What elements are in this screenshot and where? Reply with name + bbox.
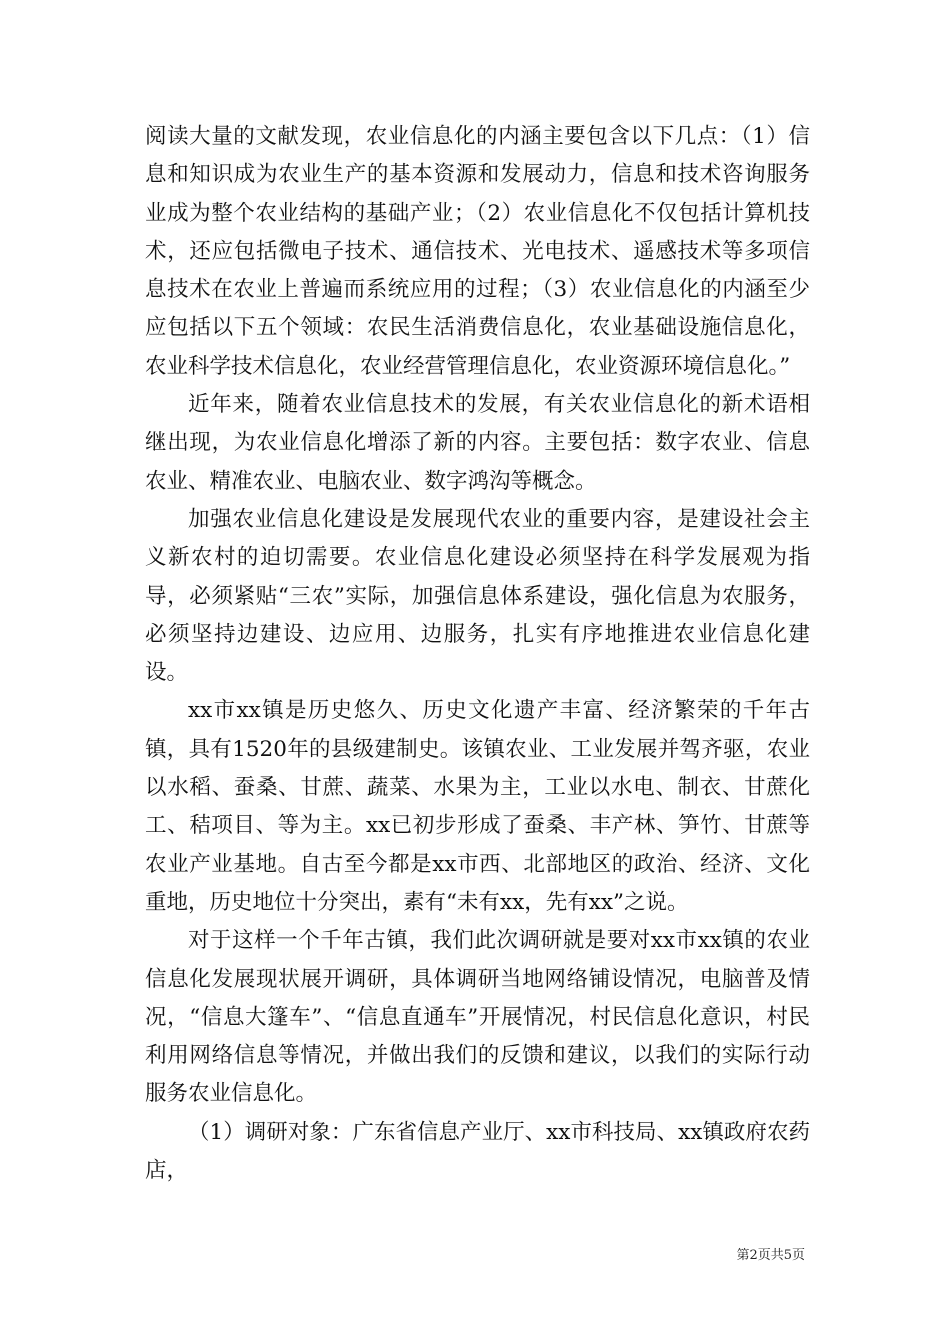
paragraph-strengthen-construction: 加强农业信息化建设是发展现代农业的重要内容，是建设社会主义新农村的迫切需要。农业信息化建设必须坚持在科学发展观为指导，必须紧贴“三农”实际，加强信息体系建设，强化信息为农服务，必须坚持边建设、边应用、边服务，扎实有序地推进农业信息化建设。	[145, 506, 810, 686]
paragraph-informatization-connotation: 阅读大量的文献发现，农业信息化的内涵主要包含以下几点：（1）信息和知识成为农业生产的基本资源和发展动力，信息和技术咨询服务业成为整个农业结构的基础产业；（2）农业信息化不仅包括计算机技术，还应包括微电子技术、通信技术、光电技术、遥感技术等多项信息技术在农业上普遍而系统应用的过程；（3）农业信息化的内涵至少应包括以下五个领域：农民生活消费信息化，农业基础设施信息化，农业科学技术信息化，农业经营管理信息化，农业资源环境信息化。”	[145, 124, 810, 379]
paragraph-research-subjects: （1）调研对象：广东省信息产业厅、xx市科技局、xx镇政府农药店，	[145, 1119, 810, 1184]
paragraph-town-background: xx市xx镇是历史悠久、历史文化遗产丰富、经济繁荣的千年古镇，具有1520年的县级建制史。该镇农业、工业发展并驾齐驱，农业以水稻、蚕桑、甘蔗、蔬菜、水果为主，工业以水电、制衣、甘蔗化工、秸项目、等为主。xx已初步形成了蚕桑、丰产林、笋竹、甘蔗等农业产业基地。自古至今都是xx市西、北部地区的政治、经济、文化重地，历史地位十分突出，素有“未有xx，先有xx”之说。	[145, 698, 810, 915]
paragraph-research-purpose: 对于这样一个千年古镇，我们此次调研就是要对xx市xx镇的农业信息化发展现状展开调研，具体调研当地网络铺设情况，电脑普及情况，“信息大篷车”、“信息直通车”开展情况，村民信息化意识，村民利用网络信息等情况，并做出我们的反馈和建议，以我们的实际行动服务农业信息化。	[145, 928, 810, 1107]
document-body	[145, 118, 810, 1190]
page-number-footer: 第2页共5页	[736, 1248, 805, 1263]
paragraph-new-terms: 近年来，随着农业信息技术的发展，有关农业信息化的新术语相继出现，为农业信息化增添了新的内容。主要包括：数字农业、信息农业、精准农业、电脑农业、数字鸿沟等概念。	[145, 392, 810, 494]
